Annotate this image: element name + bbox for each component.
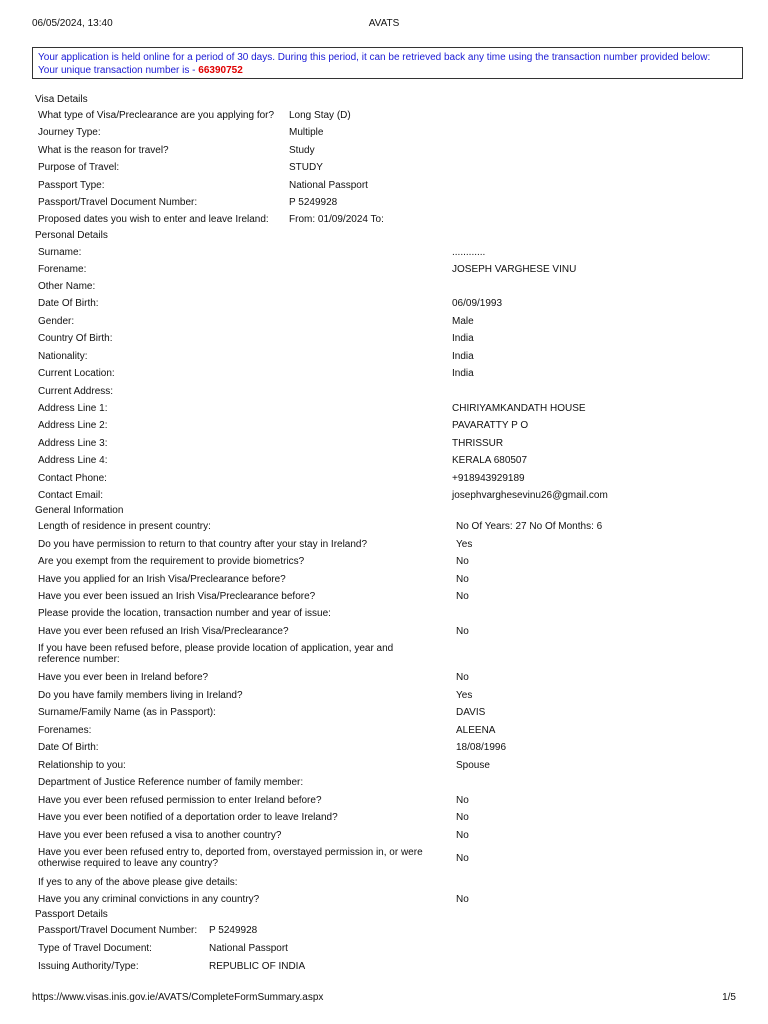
field-value: No xyxy=(456,795,469,806)
field-value: STUDY xyxy=(289,162,323,173)
field-label: Have you ever been refused permission to enter Ireland before? xyxy=(38,795,322,806)
field-label: Nationality: xyxy=(38,351,88,362)
field-value: CHIRIYAMKANDATH HOUSE xyxy=(452,403,586,414)
field-label: Date Of Birth: xyxy=(38,742,99,753)
field-label: Please provide the location, transaction number and year of issue: xyxy=(38,608,331,619)
field-value: National Passport xyxy=(289,180,368,191)
print-title: AVATS xyxy=(368,18,400,29)
retention-notice xyxy=(32,47,743,79)
field-label: Gender: xyxy=(38,316,75,327)
field-label: Journey Type: xyxy=(38,127,101,138)
field-value: THRISSUR xyxy=(452,438,504,449)
field-label: Have you ever been issued an Irish Visa/Preclearance before? xyxy=(38,591,316,602)
field-label: Passport Type: xyxy=(38,180,105,191)
field-label: Are you exempt from the requirement to provide biometrics? xyxy=(38,556,305,567)
field-label: Address Line 3: xyxy=(38,438,108,449)
field-value: No xyxy=(456,574,469,585)
field-value: India xyxy=(452,368,474,379)
field-label: Have you applied for an Irish Visa/Preclearance before? xyxy=(38,574,286,585)
field-value: P 5249928 xyxy=(289,197,338,208)
section-heading-visa-details: Visa Details xyxy=(35,94,88,105)
field-value: DAVIS xyxy=(456,707,486,718)
field-value: No xyxy=(456,672,469,683)
field-label: Current Address: xyxy=(38,386,114,397)
field-label: What is the reason for travel? xyxy=(38,145,169,156)
field-label: Purpose of Travel: xyxy=(38,162,120,173)
field-label: What type of Visa/Preclearance are you applying for? xyxy=(38,110,275,121)
field-value: No xyxy=(456,556,469,567)
field-label: Forenames: xyxy=(38,725,92,736)
field-value: 06/09/1993 xyxy=(452,298,503,309)
field-value: Long Stay (D) xyxy=(289,110,351,121)
field-value: No Of Years: 27 No Of Months: 6 xyxy=(456,521,603,532)
field-value: Yes xyxy=(456,539,473,550)
field-value: No xyxy=(456,626,469,637)
field-value: No xyxy=(456,812,469,823)
field-value: Yes xyxy=(456,690,473,701)
field-value: National Passport xyxy=(209,943,288,954)
field-label: Other Name: xyxy=(38,281,96,292)
field-label: Date Of Birth: xyxy=(38,298,99,309)
field-label: Length of residence in present country: xyxy=(38,521,211,532)
field-value: P 5249928 xyxy=(209,925,258,936)
field-label: Issuing Authority/Type: xyxy=(38,961,139,972)
section-heading-personal-details: Personal Details xyxy=(35,230,108,241)
field-label: Forename: xyxy=(38,264,87,275)
field-label: Have you ever been refused an Irish Visa/Preclearance? xyxy=(38,626,289,637)
field-label: Do you have family members living in Ireland? xyxy=(38,690,243,701)
field-label: Surname/Family Name (as in Passport): xyxy=(38,707,216,718)
section-heading-general-information: General Information xyxy=(35,505,124,516)
field-label: Address Line 2: xyxy=(38,420,108,431)
field-value: ............ xyxy=(452,247,486,258)
transaction-number: 66390752 xyxy=(198,65,243,76)
field-label: Department of Justice Reference number of family member: xyxy=(38,777,304,788)
field-value: ALEENA xyxy=(456,725,496,736)
field-label: Contact Email: xyxy=(38,490,104,501)
field-label: Relationship to you: xyxy=(38,760,126,771)
field-value: No xyxy=(456,894,469,905)
field-label: Have you ever been refused a visa to another country? xyxy=(38,830,282,841)
field-label: Do you have permission to return to that country after your stay in Ireland? xyxy=(38,539,368,550)
field-value: PAVARATTY P O xyxy=(452,420,529,431)
field-value: REPUBLIC OF INDIA xyxy=(209,961,306,972)
page-number: 1/5 xyxy=(722,992,736,1003)
field-value: josephvarghesevinu26@gmail.com xyxy=(452,490,608,501)
transaction-prefix: Your unique transaction number is - xyxy=(38,65,199,76)
field-label: Have you ever been refused entry to, deported from, overstayed permission in, or were otherwise required to leave any country? xyxy=(38,847,423,869)
field-value: +918943929189 xyxy=(452,473,525,484)
field-value: India xyxy=(452,351,474,362)
field-label: Type of Travel Document: xyxy=(38,943,152,954)
field-value: KERALA 680507 xyxy=(452,455,528,466)
field-value: No xyxy=(456,591,469,602)
field-label: Have you ever been in Ireland before? xyxy=(38,672,209,683)
page-url: https://www.visas.inis.gov.ie/AVATS/CompleteFormSummary.aspx xyxy=(32,992,324,1003)
field-label: Have you ever been notified of a deportation order to leave Ireland? xyxy=(38,812,338,823)
field-label: If yes to any of the above please give details: xyxy=(38,877,238,888)
field-value: Study xyxy=(289,145,315,156)
field-label: Passport/Travel Document Number: xyxy=(38,197,198,208)
field-label: Have you any criminal convictions in any country? xyxy=(38,894,260,905)
print-footer xyxy=(32,992,736,1006)
field-value: Male xyxy=(452,316,474,327)
field-value: Spouse xyxy=(456,760,490,771)
field-value: No xyxy=(456,830,469,841)
field-label: Passport/Travel Document Number: xyxy=(38,925,198,936)
field-label: If you have been refused before, please provide location of application, year and reference number: xyxy=(38,643,394,665)
retention-notice-text: Your application is held online for a period of 30 days. During this period, it can be retrieved back any time using the transaction number provided below: xyxy=(38,52,711,63)
field-value: From: 01/09/2024 To: xyxy=(289,214,384,225)
field-label: Address Line 1: xyxy=(38,403,108,414)
print-header xyxy=(32,18,736,32)
field-label: Surname: xyxy=(38,247,82,258)
section-heading-passport-details: Passport Details xyxy=(35,909,108,920)
field-label: Proposed dates you wish to enter and leave Ireland: xyxy=(38,214,269,225)
field-label: Address Line 4: xyxy=(38,455,108,466)
transaction-line xyxy=(38,65,738,76)
field-label: Contact Phone: xyxy=(38,473,107,484)
field-value: Multiple xyxy=(289,127,324,138)
field-label: Country Of Birth: xyxy=(38,333,113,344)
field-value: No xyxy=(456,853,469,864)
field-value: 18/08/1996 xyxy=(456,742,507,753)
field-value: JOSEPH VARGHESE VINU xyxy=(452,264,577,275)
print-datetime: 06/05/2024, 13:40 xyxy=(32,18,113,29)
field-value: India xyxy=(452,333,474,344)
field-label: Current Location: xyxy=(38,368,115,379)
